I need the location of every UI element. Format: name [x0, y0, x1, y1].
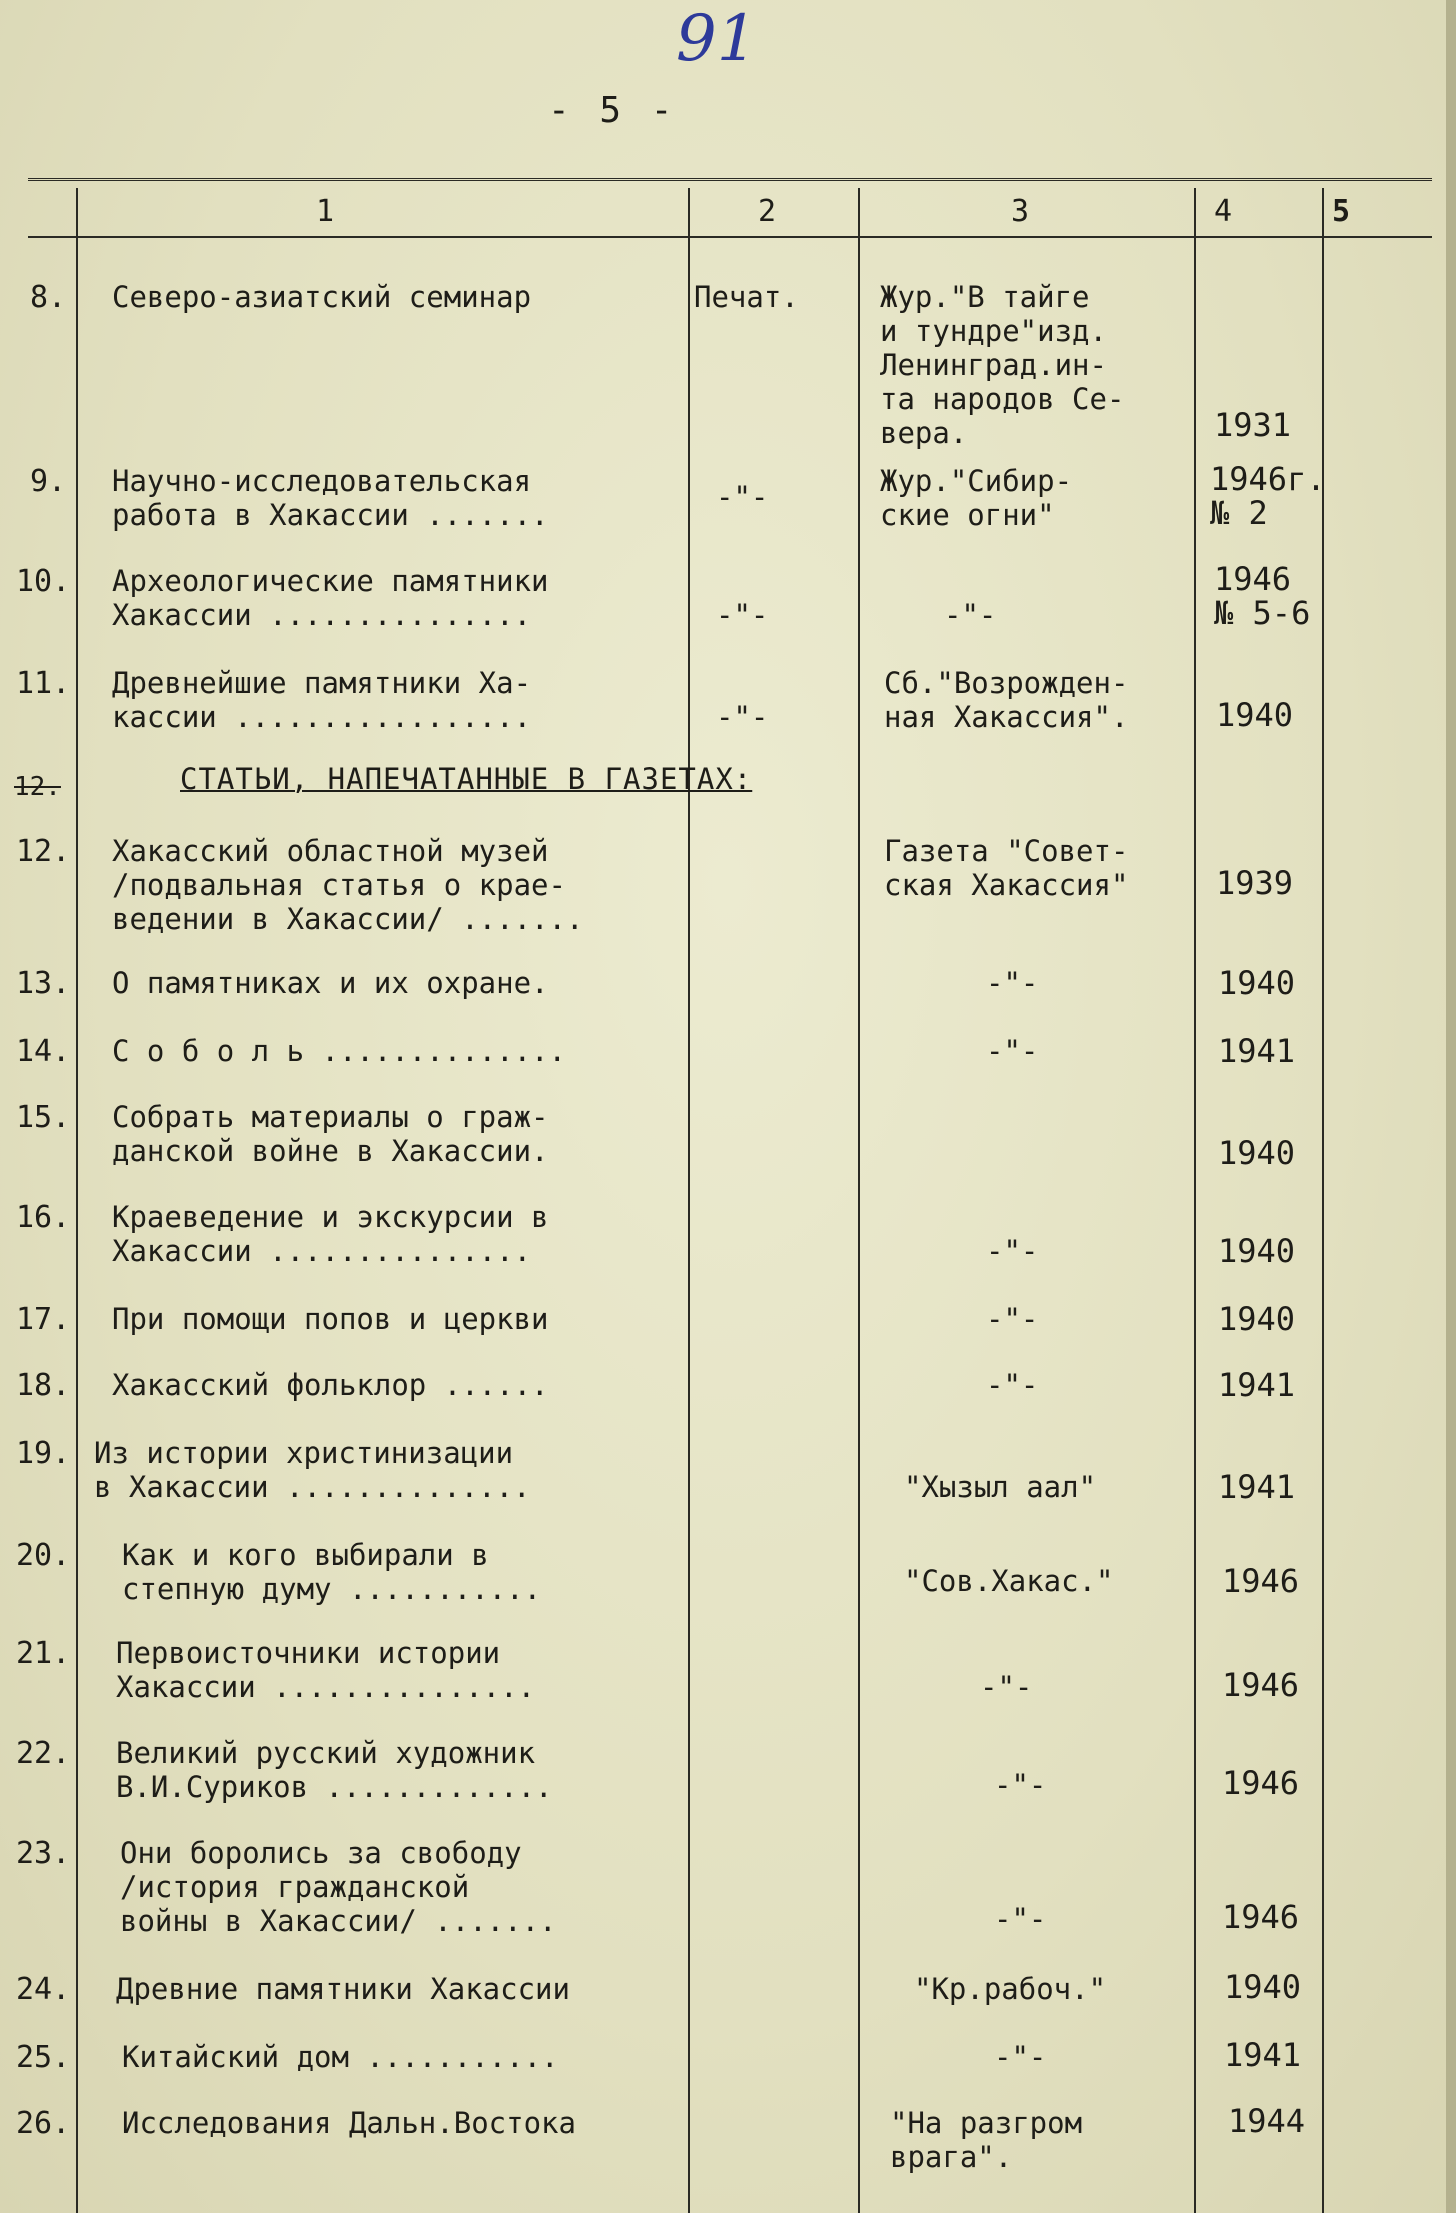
row-title: Археологические памятники Хакассии ...............	[112, 564, 549, 632]
row-source: Газета "Совет- ская Хакассия"	[884, 834, 1129, 902]
row-number: 13.	[16, 966, 71, 1001]
page-number: - 5 -	[548, 90, 677, 131]
row-type: Печат.	[694, 280, 799, 314]
row-number: 22.	[16, 1736, 71, 1771]
row-year: 1940	[1218, 1232, 1296, 1270]
row-title: Великий русский художник В.И.Суриков .............	[116, 1736, 553, 1804]
row-title: Научно-исследовательская работа в Хакассии .......	[112, 464, 549, 532]
row-title: Китайский дом ...........	[122, 2040, 559, 2074]
row-source: -"-	[986, 1034, 1039, 1068]
row-type: -"-	[716, 700, 769, 734]
row-number: 21.	[16, 1636, 71, 1671]
row-title: С о б о л ь ..............	[112, 1034, 566, 1068]
row-year: 1946	[1222, 1764, 1300, 1802]
row-source: -"-	[994, 1902, 1047, 1936]
row-source: -"-	[986, 1302, 1039, 1336]
row-year: 1946	[1222, 1666, 1300, 1704]
row-year: 1940	[1224, 1968, 1302, 2006]
struck-number: 12.	[14, 772, 61, 802]
row-source: -"-	[986, 1234, 1039, 1268]
row-source: "На разгром врага".	[890, 2106, 1083, 2174]
row-number: 9.	[30, 464, 67, 499]
row-title: Древние памятники Хакассии	[116, 1972, 570, 2006]
row-year: 1941	[1218, 1032, 1296, 1070]
row-number: 16.	[16, 1200, 71, 1235]
row-source: "Хызыл аал"	[904, 1470, 1097, 1504]
row-source: "Сов.Хакас."	[904, 1564, 1114, 1598]
column-divider	[76, 188, 78, 2213]
table-top-rule	[28, 178, 1432, 181]
row-number: 24.	[16, 1972, 71, 2007]
header-bottom-rule	[28, 236, 1432, 238]
row-year: 1944	[1228, 2102, 1306, 2140]
column-header: 1	[315, 194, 335, 229]
row-number: 25.	[16, 2040, 71, 2075]
row-year: 1931	[1214, 406, 1292, 444]
row-title: Они боролись за свободу /история гражданской войны в Хакассии/ .......	[120, 1836, 557, 1938]
row-number: 14.	[16, 1034, 71, 1069]
row-year: 1940	[1216, 696, 1294, 734]
row-title: При помощи попов и церкви	[112, 1302, 549, 1336]
row-type: -"-	[716, 480, 769, 514]
row-title: Хакасский фольклор ......	[112, 1368, 549, 1402]
column-header: 2	[757, 194, 777, 229]
row-source: Жур."Сибир- ские огни"	[880, 464, 1073, 532]
row-number: 12.	[16, 834, 71, 869]
row-title: Собрать материалы о граж- данской войне в Хакассии.	[112, 1100, 549, 1168]
row-year: 1946г. № 2	[1210, 460, 1326, 532]
row-number: 11.	[16, 666, 71, 701]
column-divider	[1194, 188, 1196, 2213]
page-edge	[1446, 0, 1456, 2213]
row-year: 1939	[1216, 864, 1294, 902]
row-number: 23.	[16, 1836, 71, 1871]
row-title: Первоисточники истории Хакассии ...............	[116, 1636, 536, 1704]
row-title: Исследования Дальн.Востока	[122, 2106, 576, 2140]
column-divider	[858, 188, 860, 2213]
row-number: 20.	[16, 1538, 71, 1573]
row-number: 15.	[16, 1100, 71, 1135]
row-number: 10.	[16, 564, 71, 599]
row-year: 1946	[1222, 1562, 1300, 1600]
row-year: 1941	[1218, 1468, 1296, 1506]
row-number: 17.	[16, 1302, 71, 1337]
row-source: -"-	[986, 1368, 1039, 1402]
row-source: "Кр.рабоч."	[914, 1972, 1107, 2006]
row-source: -"-	[986, 966, 1039, 1000]
row-year: 1946 № 5-6	[1214, 560, 1311, 632]
row-source: -"-	[994, 1768, 1047, 1802]
row-title: Северо-азиатский семинар	[112, 280, 532, 314]
row-source: Сб."Возрожден- ная Хакассия".	[884, 666, 1129, 734]
row-number: 8.	[30, 280, 67, 315]
row-source: -"-	[980, 1670, 1033, 1704]
column-header: 4	[1213, 194, 1233, 229]
row-title: Хакасский областной музей /подвальная статья о крае- ведении в Хакассии/ .......	[112, 834, 584, 936]
column-divider	[688, 188, 690, 2213]
row-year: 1946	[1222, 1898, 1300, 1936]
row-year: 1940	[1218, 1300, 1296, 1338]
row-title: Краеведение и экскурсии в Хакассии ...............	[112, 1200, 549, 1268]
row-year: 1940	[1218, 964, 1296, 1002]
row-number: 18.	[16, 1368, 71, 1403]
row-title: Из истории христинизации в Хакассии ..............	[94, 1436, 531, 1504]
row-source: -"-	[994, 2040, 1047, 2074]
folio-number: 91	[676, 2, 758, 76]
row-year: 1941	[1218, 1366, 1296, 1404]
row-type: -"-	[716, 598, 769, 632]
column-header: 3	[1010, 194, 1030, 229]
row-title: Как и кого выбирали в степную думу ...........	[122, 1538, 542, 1606]
row-title: О памятниках и их охране.	[112, 966, 549, 1000]
row-year: 1941	[1224, 2036, 1302, 2074]
row-title: Древнейшие памятники Ха- кассии .................	[112, 666, 532, 734]
row-year: 1940	[1218, 1134, 1296, 1172]
column-header: 5	[1331, 194, 1351, 229]
row-number: 19.	[16, 1436, 71, 1471]
row-number: 26.	[16, 2106, 71, 2141]
row-source: Жур."В тайге и тундре"изд. Ленинград.ин- та народов Се- вера.	[880, 280, 1125, 450]
section-heading: СТАТЬИ, НАПЕЧАТАННЫЕ В ГАЗЕТАХ:	[180, 762, 753, 796]
row-source: -"-	[944, 598, 997, 632]
